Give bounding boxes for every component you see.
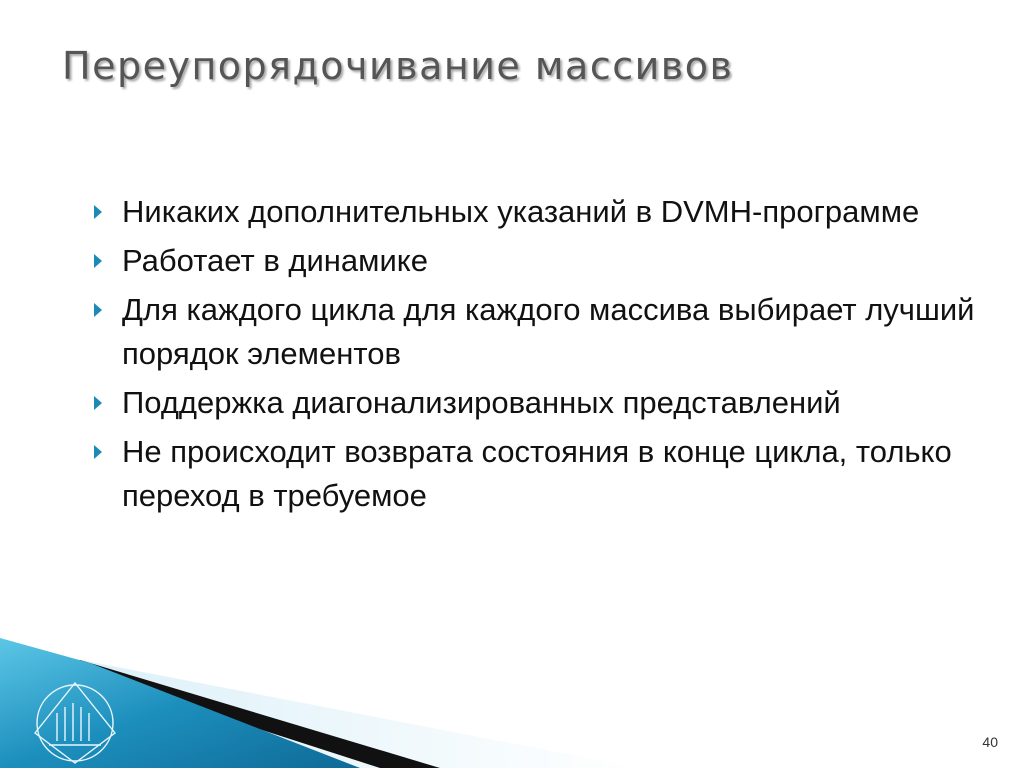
bullet-item [90, 381, 990, 425]
triangle-bullet-icon [94, 254, 102, 268]
bullet-item [90, 239, 990, 283]
bullet-item [90, 288, 990, 376]
triangle-bullet-icon [94, 445, 102, 459]
bullet-list [90, 190, 990, 523]
triangle-bullet-icon [94, 205, 102, 219]
triangle-bullet-icon [94, 303, 102, 317]
bullet-item [90, 430, 990, 518]
page-number: 40 [982, 734, 998, 750]
bullet-text: Для каждого цикла для каждого массива выбирает лучший порядок элементов [122, 292, 975, 371]
slide-title: Переупорядочивание массивов [62, 44, 734, 88]
teal-wedge [0, 638, 360, 768]
triangle-bullet-icon [94, 396, 102, 410]
bullet-text: Поддержка диагонализированных представлений [122, 385, 841, 420]
bullet-item [90, 190, 990, 234]
bullet-text: Не происходит возврата состояния в конце цикла, только переход в требуемое [122, 434, 952, 513]
bottom-decoration [0, 638, 1024, 768]
bullet-text: Работает в динамике [122, 243, 428, 278]
bullet-text: Никаких дополнительных указаний в DVMH-программе [122, 194, 920, 229]
